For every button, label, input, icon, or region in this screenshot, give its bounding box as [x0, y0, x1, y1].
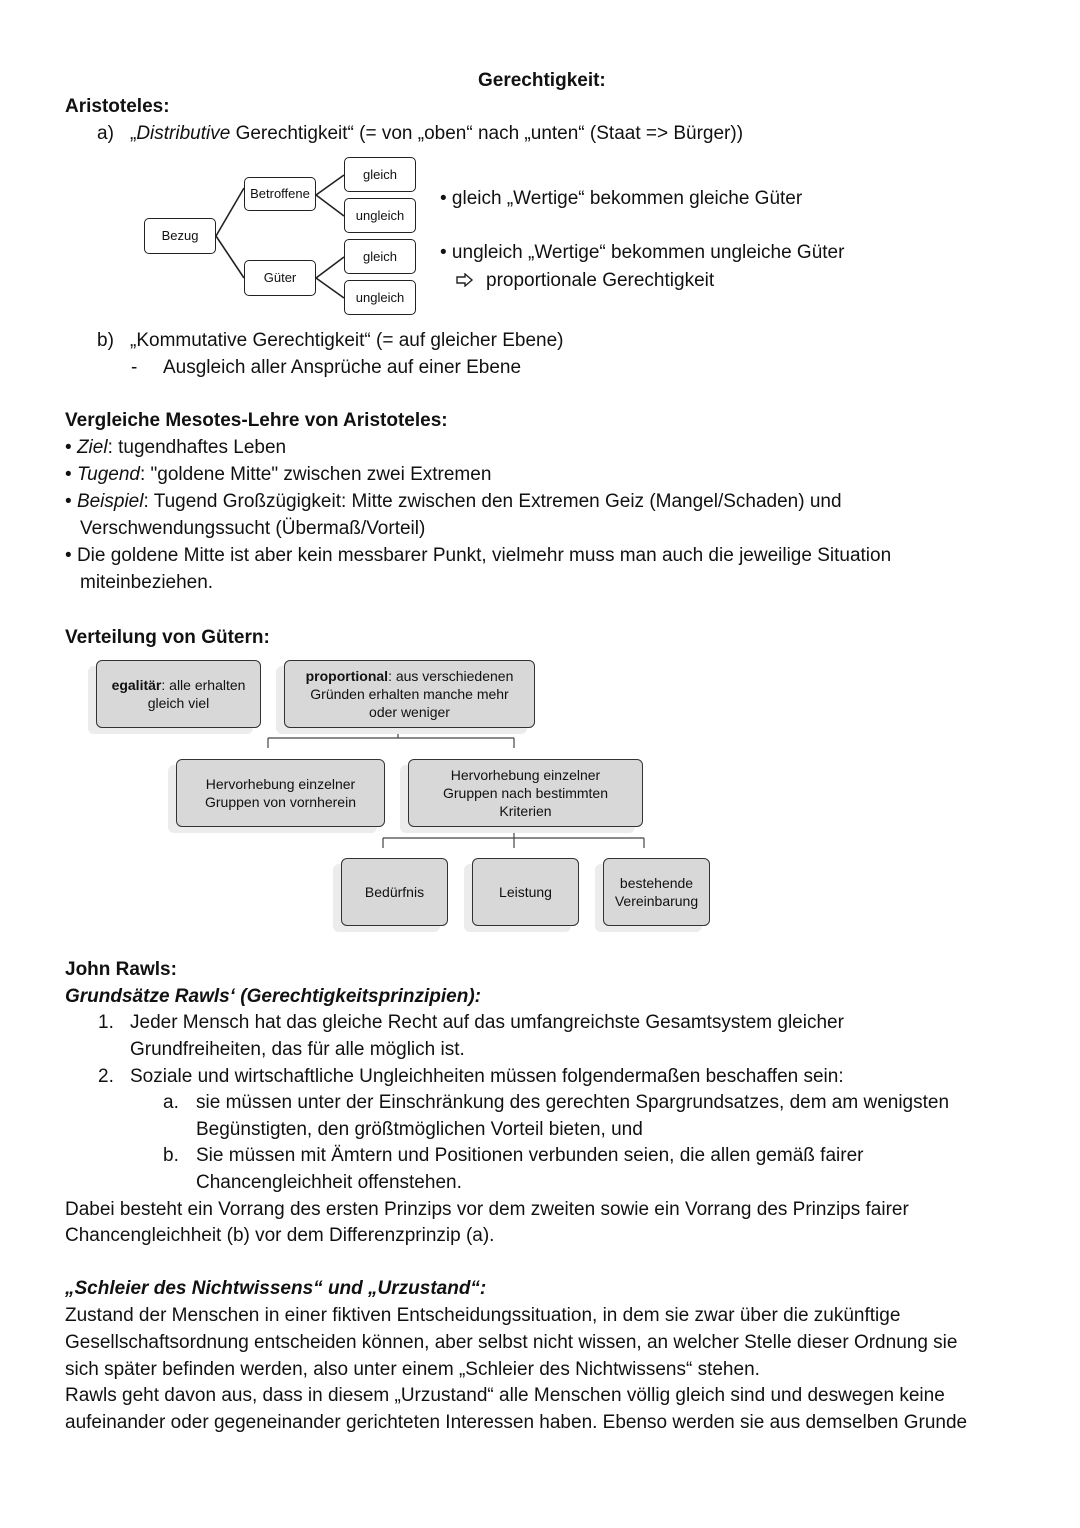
mesotes-item-mitte: • Die goldene Mitte ist aber kein messbarer Punkt, vielmehr muss man auch die jeweilige Situation: [65, 545, 892, 566]
vorrang-line-1: Dabei besteht ein Vorrang des ersten Prinzips vor dem zweiten sowie ein Vorrang des Prinzips fairer: [65, 1199, 909, 1220]
rawls-subheading: Grundsätze Rawls‘ (Gerechtigkeitsprinzipien):: [65, 986, 481, 1007]
egalitaer-label: egalitär: [111, 677, 162, 693]
principle-2a-line-2: Begünstigten, den größtmöglichen Vorteil bieten, und: [196, 1119, 643, 1140]
mesotes-label-ziel: Ziel: [76, 437, 108, 458]
hervorhebung-kriterien-box: Hervorhebung einzelner Gruppen nach bestimmten Kriterien: [408, 759, 643, 827]
egalitaer-text: : alle erhalten gleich viel: [147, 677, 246, 711]
principle-2b-letter: b.: [163, 1145, 179, 1166]
proportional-text: : aus verschiedenen Gründen erhalten manche mehr oder weniger: [310, 668, 514, 720]
principle-1-line-1: Jeder Mensch hat das gleiche Recht auf das umfangreichste Gesamtsystem gleicher: [130, 1012, 844, 1033]
principle-2b-line-1: Sie müssen mit Ämtern und Positionen verbunden seien, die allen gemäß fairer: [196, 1145, 864, 1166]
verteilung-heading: Verteilung von Gütern:: [65, 627, 270, 648]
distributive-rest: Gerechtigkeit“ (= von „oben“ nach „unten“ (Staat => Bürger)): [230, 123, 744, 144]
tree-node-gueter: Güter: [244, 260, 316, 296]
kommutative-marker: b): [97, 330, 114, 351]
distributive-term: Distributive: [136, 123, 231, 144]
tree-node-gleich-2: gleich: [344, 239, 416, 274]
tree-node-betroffene: Betroffene: [244, 177, 316, 211]
right-arrow-icon: [456, 273, 474, 287]
mesotes-label-beispiel: Beispiel: [76, 491, 144, 512]
mesotes-item-tugend: • Tugend: "goldene Mitte" zwischen zwei Extremen: [65, 464, 492, 485]
schleier-line-4: Rawls geht davon aus, dass in diesem „Urzustand“ alle Menschen völlig gleich sind und deswegen keine: [65, 1385, 945, 1406]
principle-2-number: 2.: [98, 1066, 114, 1087]
mesotes-item-beispiel: • Beispiel: Tugend Großzügigkeit: Mitte zwischen den Extremen Geiz (Mangel/Schaden) und: [65, 491, 842, 512]
principle-1-number: 1.: [98, 1012, 114, 1033]
kommutative-line: „Kommutative Gerechtigkeit“ (= auf gleicher Ebene): [130, 330, 564, 351]
mesotes-text-beispiel: : Tugend Großzügigkeit: Mitte zwischen den Extremen Geiz (Mangel/Schaden) und: [143, 491, 842, 512]
aristoteles-heading: Aristoteles:: [65, 96, 170, 117]
principle-2a-line-1: sie müssen unter der Einschränkung des gerechten Spargrundsatzes, dem am wenigsten: [196, 1092, 950, 1113]
proportional-line: [456, 268, 714, 294]
tree-node-ungleich-1: ungleich: [344, 198, 416, 233]
tree-node-gleich-1: gleich: [344, 157, 416, 192]
leistung-box: Leistung: [472, 858, 579, 926]
distributive-marker: a): [97, 123, 114, 144]
mesotes-mitte-cont: miteinbeziehen.: [80, 572, 214, 593]
vereinbarung-box: bestehende Vereinbarung: [603, 858, 710, 926]
distributive-open-quote: „: [130, 123, 137, 144]
rawls-heading: John Rawls:: [65, 959, 177, 980]
principle-2b-line-2: Chancengleichheit offenstehen.: [196, 1172, 462, 1193]
schleier-line-2: Gesellschaftsordnung entscheiden können, aber selbst nicht wissen, an welcher Stelle dieser Ordnung sie: [65, 1332, 958, 1353]
proportional-content: [299, 667, 520, 721]
bullet-gleich-wertige: • gleich „Wertige“ bekommen gleiche Güter: [440, 188, 803, 209]
principle-1-line-2: Grundfreiheiten, das für alle möglich ist.: [130, 1039, 465, 1060]
kommutative-sub: Ausgleich aller Ansprüche auf einer Ebene: [163, 357, 522, 378]
mesotes-heading: Vergleiche Mesotes-Lehre von Aristoteles:: [65, 410, 448, 431]
schleier-heading: „Schleier des Nichtwissens“ und „Urzustand“:: [65, 1278, 487, 1299]
schleier-line-1: Zustand der Menschen in einer fiktiven Entscheidungssituation, in dem sie zwar über die zukünftige: [65, 1305, 901, 1326]
proportional-label: proportional: [305, 668, 389, 684]
mesotes-text-mitte: Die goldene Mitte ist aber kein messbarer Punkt, vielmehr muss man auch die jeweilige Situation: [76, 545, 892, 566]
hervorhebung-vornherein-box: Hervorhebung einzelner Gruppen von vornherein: [176, 759, 385, 827]
mesotes-text-ziel: : tugendhaftes Leben: [107, 437, 287, 458]
kommutative-dash: -: [131, 357, 138, 378]
page-title: Gerechtigkeit:: [478, 70, 606, 91]
tree-node-ungleich-2: ungleich: [344, 280, 416, 315]
principle-2-line: Soziale und wirtschaftliche Ungleichheiten müssen folgendermaßen beschaffen sein:: [130, 1066, 844, 1087]
mesotes-label-tugend: Tugend: [76, 464, 140, 485]
beduerfnis-box: Bedürfnis: [341, 858, 448, 926]
mesotes-text-tugend: : "goldene Mitte" zwischen zwei Extremen: [139, 464, 492, 485]
egalitaer-content: [103, 676, 254, 712]
bullet-ungleich-wertige: • ungleich „Wertige“ bekommen ungleiche Güter: [440, 242, 845, 263]
vorrang-line-2: Chancengleichheit (b) vor dem Differenzprinzip (a).: [65, 1225, 495, 1246]
mesotes-item-ziel: • Ziel: tugendhaftes Leben: [65, 437, 287, 458]
mesotes-beispiel-cont: Verschwendungssucht (Übermaß/Vorteil): [80, 518, 426, 539]
egalitaer-box: [96, 660, 261, 728]
principle-2a-letter: a.: [163, 1092, 179, 1113]
schleier-line-5: aufeinander oder gegeneinander gerichteten Interessen haben. Ebenso werden sie aus demselben Grunde: [65, 1412, 968, 1433]
tree-node-bezug: Bezug: [144, 218, 216, 254]
proportional-box: [284, 660, 535, 728]
schleier-line-3: sich später befinden werden, also unter einem „Schleier des Nichtwissens“ stehen.: [65, 1359, 760, 1380]
proportional-gerechtigkeit: proportionale Gerechtigkeit: [486, 270, 715, 291]
